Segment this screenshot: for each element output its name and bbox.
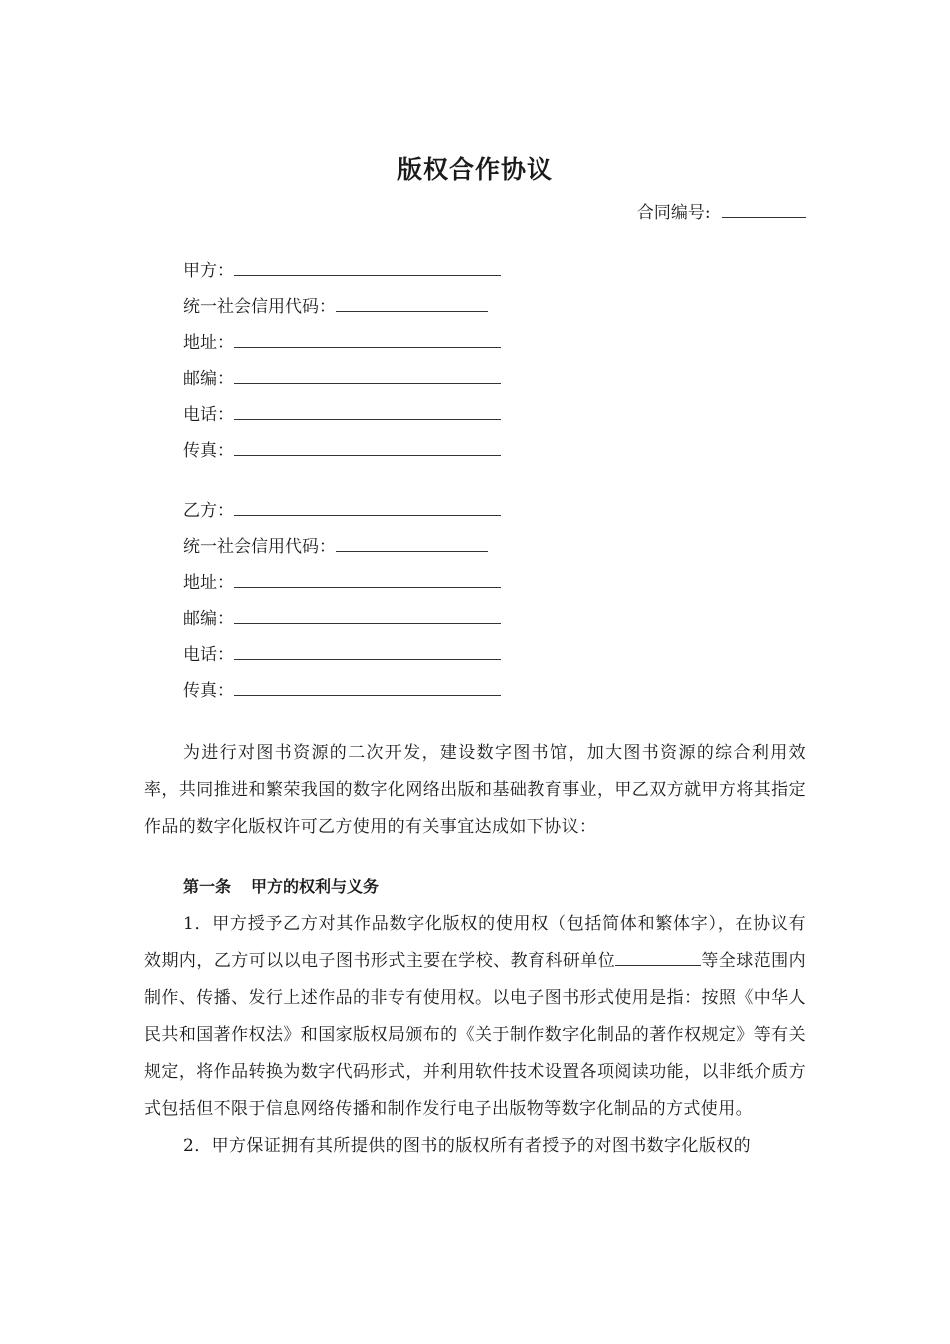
field-label: 统一社会信用代码：	[183, 297, 336, 317]
field-label: 甲方：	[183, 261, 234, 281]
field-blank[interactable]	[234, 366, 501, 384]
party-b-postcode-field	[183, 604, 501, 640]
field-blank[interactable]	[336, 534, 488, 552]
party-b-phone-field	[183, 640, 501, 676]
contract-number-blank[interactable]	[722, 200, 806, 218]
field-blank[interactable]	[234, 678, 501, 696]
party-a-phone-field	[183, 400, 501, 436]
field-blank[interactable]	[234, 258, 501, 276]
article-1-heading	[183, 872, 379, 902]
field-blank[interactable]	[234, 438, 501, 456]
field-label: 电话：	[183, 645, 234, 665]
contract-number-line	[637, 200, 806, 226]
article-1-body	[144, 906, 806, 1165]
region-blank[interactable]	[615, 947, 701, 966]
field-label: 地址：	[183, 573, 234, 593]
party-a-fax-field	[183, 436, 501, 472]
field-blank[interactable]	[234, 570, 501, 588]
party-b-credit-code-field	[183, 532, 501, 568]
clause-2-paragraph: 2．甲方保证拥有其所提供的图书的版权所有者授予的对图书数字化版权的	[183, 1136, 752, 1156]
field-label: 电话：	[183, 405, 234, 425]
preamble-paragraph: 为进行对图书资源的二次开发，建设数字图书馆，加大图书资源的综合利用效率，共同推进和繁荣我国的数字化网络出版和基础教育事业，甲乙双方就甲方将其指定作品的数字化版权许可乙方使用的有关事宜达成如下协议：	[144, 743, 806, 837]
article-title: 甲方的权利与义务	[251, 877, 380, 896]
field-label: 传真：	[183, 441, 234, 461]
preamble-section	[144, 735, 806, 846]
party-a-block	[183, 256, 501, 472]
party-b-name-field	[183, 496, 501, 532]
clause-1-text-a: 1．甲方授予乙方对其作品数字化版权的使用权（包括简体和繁体字），在协议有效期内，乙方可以以电子图书形式主要在学校、教育科研单位	[144, 914, 806, 971]
field-label: 统一社会信用代码：	[183, 537, 336, 557]
document-title: 版权合作协议	[396, 155, 553, 184]
party-a-address-field	[183, 328, 501, 364]
field-blank[interactable]	[234, 498, 501, 516]
party-b-address-field	[183, 568, 501, 604]
party-a-name-field	[183, 256, 501, 292]
article-number: 第一条	[183, 877, 232, 896]
clause-1-paragraph	[144, 906, 806, 1128]
field-label: 邮编：	[183, 609, 234, 629]
field-blank[interactable]	[234, 642, 501, 660]
field-label: 传真：	[183, 681, 234, 701]
field-label: 地址：	[183, 333, 234, 353]
party-a-credit-code-field	[183, 292, 501, 328]
field-blank[interactable]	[336, 294, 488, 312]
party-a-postcode-field	[183, 364, 501, 400]
field-label: 邮编：	[183, 369, 234, 389]
field-label: 乙方：	[183, 501, 234, 521]
party-b-fax-field	[183, 676, 501, 712]
field-blank[interactable]	[234, 330, 501, 348]
field-blank[interactable]	[234, 402, 501, 420]
field-blank[interactable]	[234, 606, 501, 624]
clause-1-text-b: 等全球范围内制作、传播、发行上述作品的非专有使用权。以电子图书形式使用是指：按照《中华人民共和国著作权法》和国家版权局颁布的《关于制作数字化制品的著作权规定》等有关规定，将作品转换为数字代码形式，并利用软件技术设置各项阅读功能，以非纸介质方式包括但不限于信息网络传播和制作发行电子出版物等数字化制品的方式使用。	[144, 951, 806, 1119]
contract-number-label: 合同编号:	[636, 203, 711, 223]
party-b-block	[183, 496, 501, 712]
